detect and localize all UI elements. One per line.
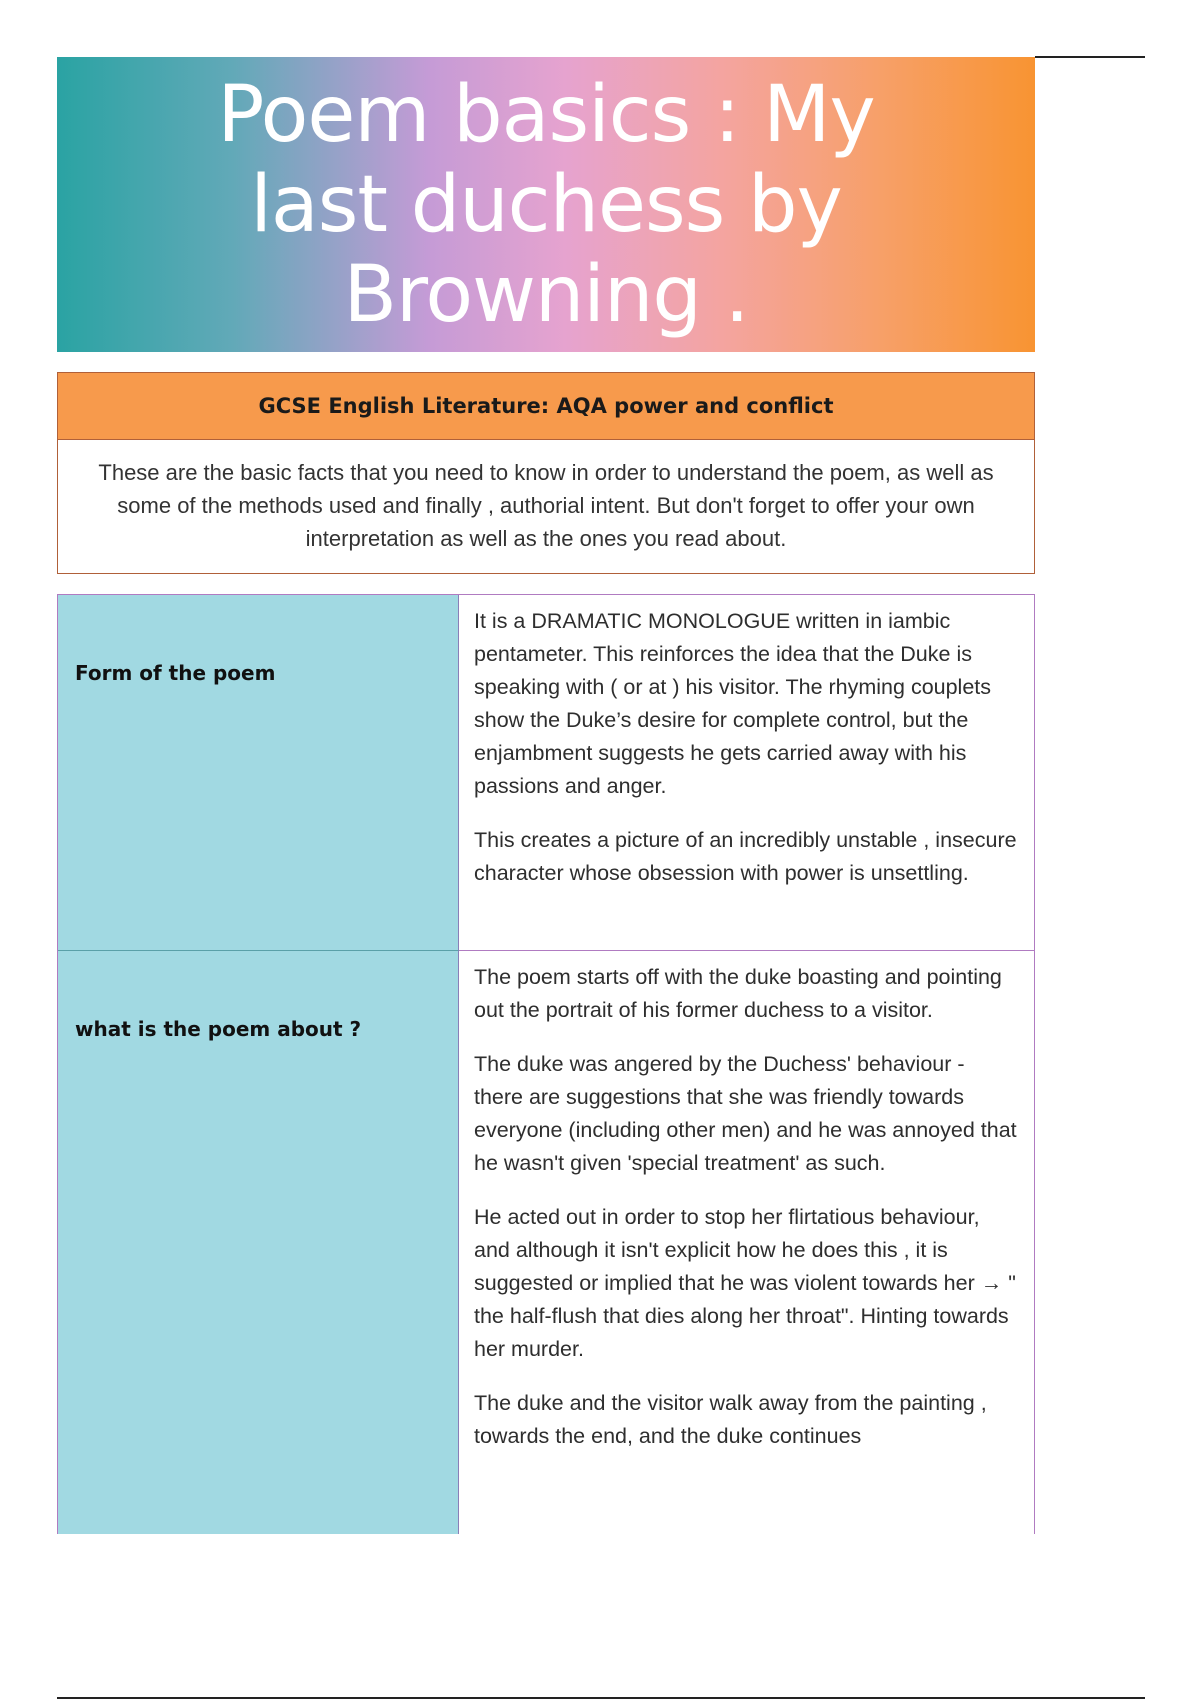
about-paragraph-4: The duke and the visitor walk away from the painting , towards the end, and the duke continues: [474, 1391, 987, 1448]
about-paragraph-1: The poem starts off with the duke boasting and pointing out the portrait of his former duchess to a visitor.: [474, 965, 1002, 1022]
bottom-rule: [57, 1697, 1145, 1699]
row-label-form: Form of the poem: [75, 661, 276, 685]
form-paragraph-2: This creates a picture of an incredibly unstable , insecure character whose obsession with power is unsettling.: [474, 828, 1017, 885]
intro-header: GCSE English Literature: AQA power and conflict: [58, 373, 1034, 440]
row-label-about: what is the poem about ?: [75, 1017, 362, 1041]
row-label-cell-form: [58, 595, 459, 951]
facts-table: [57, 594, 1035, 1534]
about-paragraph-3: He acted out in order to stop her flirtatious behaviour, and although it isn't explicit how he does this , it is suggested or implied that he was violent towards her → " the half-flush that dies along her throat". Hinting towards her murder.: [474, 1205, 1016, 1361]
row-content-about: [459, 951, 1034, 1534]
top-rule: [1035, 56, 1145, 58]
page-title: Poem basics : My last duchess by Browning .: [217, 69, 875, 340]
row-label-cell-about: [58, 951, 459, 1534]
form-paragraph-1: It is a DRAMATIC MONOLOGUE written in iambic pentameter. This reinforces the idea that the Duke is speaking with ( or at ) his visitor. The rhyming couplets show the Duke’s desire for complete control, but the enjambment suggests he gets carried away with his passions and anger.: [474, 609, 992, 798]
intro-box: [57, 372, 1035, 574]
intro-body: These are the basic facts that you need to know in order to understand the poem, as well as some of the methods used and finally , authorial intent. But don't forget to offer your own interpretation as well as the ones you read about.: [98, 460, 994, 551]
title-banner: [57, 57, 1035, 352]
about-paragraph-2: The duke was angered by the Duchess' behaviour - there are suggestions that she was friendly towards everyone (including other men) and he was annoyed that he wasn't given 'special treatment' as such.: [474, 1052, 1017, 1175]
row-content-form: [459, 595, 1034, 951]
